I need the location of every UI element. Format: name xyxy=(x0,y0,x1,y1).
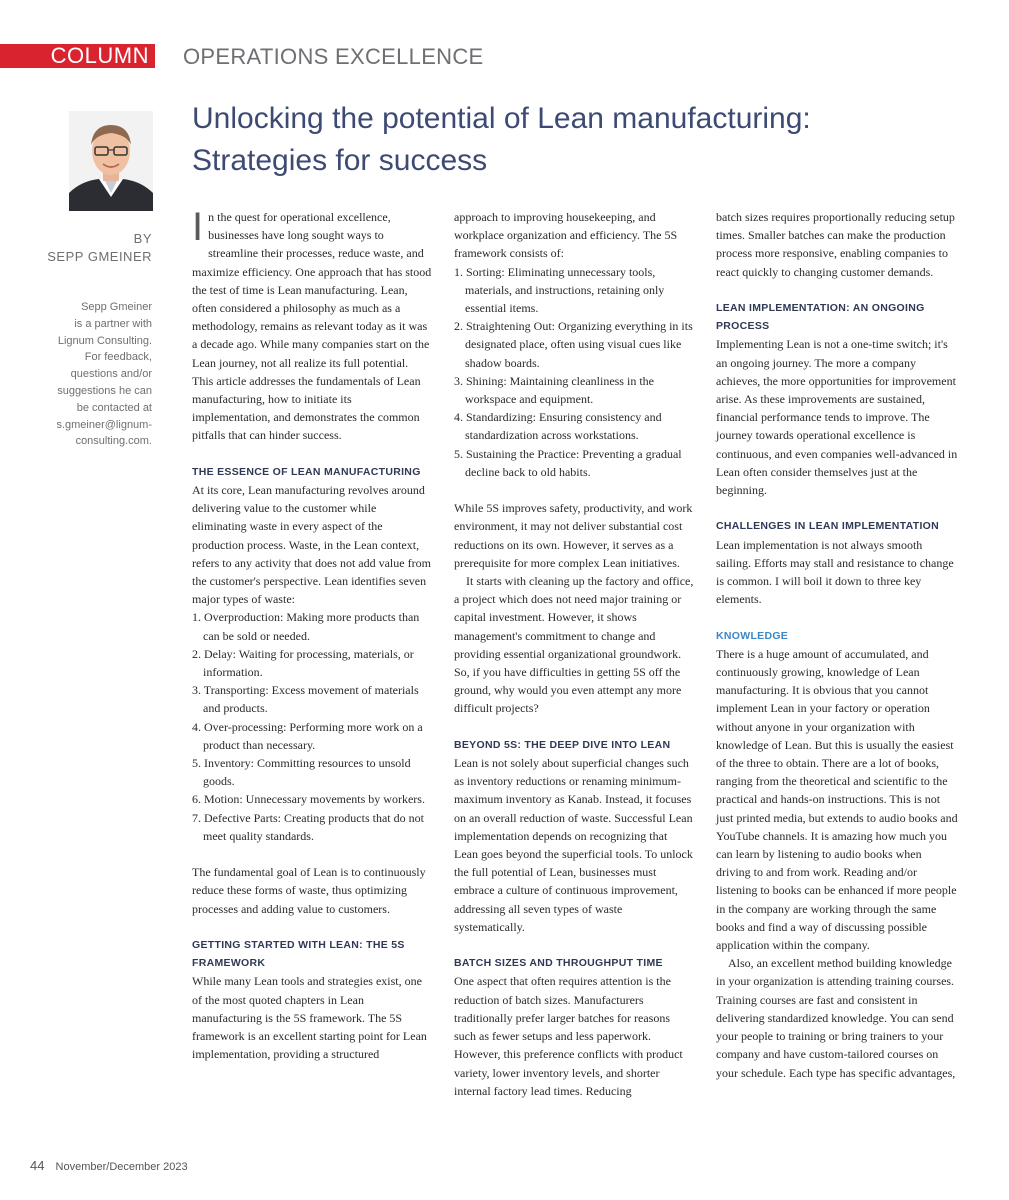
it-starts-paragraph: It starts with cleaning up the factory and office, a project which does not need major training or capital investment. However, it shows management's commitment to change and providing essential organizational groundwork. So, if you have difficulties in getting 5S off the ground, why would you even attempt any more difficult projects? xyxy=(454,574,694,716)
five-s-list xyxy=(454,263,694,481)
bio-line: suggestions he can xyxy=(57,384,152,397)
author-photo xyxy=(69,111,153,211)
heading-knowledge: KNOWLEDGE xyxy=(716,629,789,642)
getting-started-paragraph: While many Lean tools and strategies exist, one of the most quoted chapters in Lean manufacturing is the 5S framework. The 5S framework is an excellent starting point for Lean implementation, providing a structured xyxy=(192,974,427,1062)
list-item: 1. Sorting: Eliminating unnecessary tools, materials, and instructions, retaining only essential items. xyxy=(454,264,665,316)
list-item: 4. Over-processing: Performing more work on a product than necessary. xyxy=(192,719,423,752)
bio-email-cont[interactable]: consulting.com. xyxy=(75,435,152,448)
section-label: OPERATIONS EXCELLENCE xyxy=(183,44,484,69)
continued-paragraph: approach to improving housekeeping, and workplace organization and efficiency. The 5S framework consists of: xyxy=(454,210,678,261)
list-item: 7. Defective Parts: Creating products that do not meet quality standards. xyxy=(192,810,424,843)
author-bio xyxy=(30,299,152,450)
article-column-3 xyxy=(716,208,958,1082)
bio-line: For feedback, xyxy=(84,351,152,364)
byline-by: BY xyxy=(133,231,152,246)
list-item: 4. Standardizing: Ensuring consistency and standardization across workstations. xyxy=(454,410,662,443)
bio-line: Sepp Gmeiner xyxy=(81,301,152,313)
drop-cap: I xyxy=(192,205,204,249)
list-item: 6. Motion: Unnecessary movements by workers. xyxy=(192,792,425,807)
also-paragraph: Also, an excellent method building knowledge in your organization is attending training courses. Training courses are fast and consistent in delivering standardized knowledge. You can send your people to training or bring trainers to your company and have custom-tailored courses on your schedule. Each type has specific advantages, xyxy=(716,956,956,1080)
batch-continued-paragraph: batch sizes requires proportionally reducing setup times. Smaller batches can make the production process more responsive, enabling companies to react quickly to changing customer demands. xyxy=(716,210,955,279)
bio-line: questions and/or xyxy=(70,368,152,381)
goal-paragraph: The fundamental goal of Lean is to continuously reduce these forms of waste, thus optimizing processes and adding value to customers. xyxy=(192,865,426,916)
heading-getting-started: GETTING STARTED WITH LEAN: THE 5S FRAMEWORK xyxy=(192,939,405,970)
byline xyxy=(30,230,152,266)
heading-essence: THE ESSENCE OF LEAN MANUFACTURING xyxy=(192,465,421,478)
heading-challenges: CHALLENGES IN LEAN IMPLEMENTATION xyxy=(716,520,940,533)
bio-line: be contacted at xyxy=(76,401,152,414)
list-item: 2. Straightening Out: Organizing everything in its designated place, often using visual cues like shadow boards. xyxy=(454,319,693,370)
page-number: 44 xyxy=(30,1158,45,1173)
knowledge-paragraph: There is a huge amount of accumulated, and continuously growing, knowledge of Lean manufacturing. It is obvious that you cannot implement Lean in your factory or operation without anyone in your organization with knowledge of Lean. But this is usually the easiest of the three to obtain. There are a lot of books, ranging from the theoretical and scientific to the practical and hands-on instructions. This is not just printed media, but extends to audio books and YouTube channels. It is amazing how much you can learn by listening to audio books when driving to and from work. Reading and/or listening to books can be enhanced if more people in the company are working through the same books and find a way of discussing possible application within the company. xyxy=(716,646,958,953)
waste-list xyxy=(192,608,432,845)
list-item: 2. Delay: Waiting for processing, materials, or information. xyxy=(192,646,414,680)
list-item: 5. Inventory: Committing resources to unsold goods. xyxy=(192,756,411,789)
byline-author: SEPP GMEINER xyxy=(47,249,152,264)
heading-beyond-5s: BEYOND 5S: THE DEEP DIVE INTO LEAN xyxy=(454,738,671,751)
column-label: COLUMN xyxy=(0,44,155,68)
list-item: 3. Shining: Maintaining cleanliness in the workspace and equipment. xyxy=(454,373,654,407)
challenges-paragraph: Lean implementation is not always smooth sailing. Efforts may stall and resistance to change is common. I will boil it down to three key elements. xyxy=(716,537,954,607)
page-footer xyxy=(30,1158,188,1173)
article-column-2 xyxy=(454,208,694,1100)
bio-line: is a partner with xyxy=(74,317,152,330)
list-item: 1. Overproduction: Making more products than can be sold or needed. xyxy=(192,610,420,643)
while-5s-paragraph: While 5S improves safety, productivity, and work environment, it may not deliver substantial cost reductions on its own. However, it serves as a prerequisite for more complex Lean initiatives. xyxy=(454,501,693,570)
bio-line: Lignum Consulting. xyxy=(57,334,152,347)
intro-paragraph: In the quest for operational excellence, businesses have long sought ways to streamline their processes, reduce waste, and maximize efficiency. One approach that has stood the test of time is Lean manufacturing. Lean, often considered a philosophy as much as a methodology, remains as relevant today as it was a decade ago. While many companies start on the Lean journey, not all realize its full potential. This article addresses the fundamentals of Lean manufacturing, how to initiate its implementation, and demonstrates the common pitfalls that can hinder success. xyxy=(192,205,432,443)
bio-email[interactable]: s.gmeiner@lignum- xyxy=(56,418,152,431)
implementation-paragraph: Implementing Lean is not a one-time switch; it's an ongoing journey. The more a company achieves, the more opportunities for improvement arise. As these improvements are sustained, financial performance tends to improve. The journey towards operational excellence is continuous, and even companies well-advanced in Lean often consider themselves just at the beginning. xyxy=(716,337,958,498)
list-item: 5. Sustaining the Practice: Preventing a gradual decline back to old habits. xyxy=(454,446,682,479)
article-column-1 xyxy=(192,205,432,1064)
article-title xyxy=(192,98,972,182)
article-title-line-2: Strategies for success xyxy=(192,144,488,177)
heading-batch-sizes: BATCH SIZES AND THROUGHPUT TIME xyxy=(454,957,663,970)
essence-paragraph: At its core, Lean manufacturing revolves around delivering value to the customer while eliminating waste in every aspect of the production process. Waste, in the Lean context, refers to any activity that does not add value from the customer's perspective. Lean identifies seven major types of waste: xyxy=(192,483,431,607)
issue-date: November/December 2023 xyxy=(55,1161,188,1173)
beyond-paragraph: Lean is not solely about superficial changes such as inventory reductions or renaming minimum-maximum inventory as Kanab. Instead, it focuses on an overall reduction of waste. Successful Lean implementation depends on recognizing that Lean goes beyond the superficial tools. To unlock the full potential of Lean, businesses must embrace a culture of continuous improvement, addressing all seven types of waste systematically. xyxy=(454,756,693,934)
heading-implementation: LEAN IMPLEMENTATION: AN ONGOING PROCESS xyxy=(716,302,925,333)
list-item: 3. Transporting: Excess movement of materials and products. xyxy=(192,683,419,716)
article-title-line-1: Unlocking the potential of Lean manufacturing: xyxy=(192,102,811,135)
batch-paragraph: One aspect that often requires attention is the reduction of batch sizes. Manufacturers traditionally prefer larger batches for reasons such as fewer setups and less paperwork. However, this preference conflicts with product variety, lower inventory levels, and shorter internal factory lead times. Reducing xyxy=(454,974,683,1098)
